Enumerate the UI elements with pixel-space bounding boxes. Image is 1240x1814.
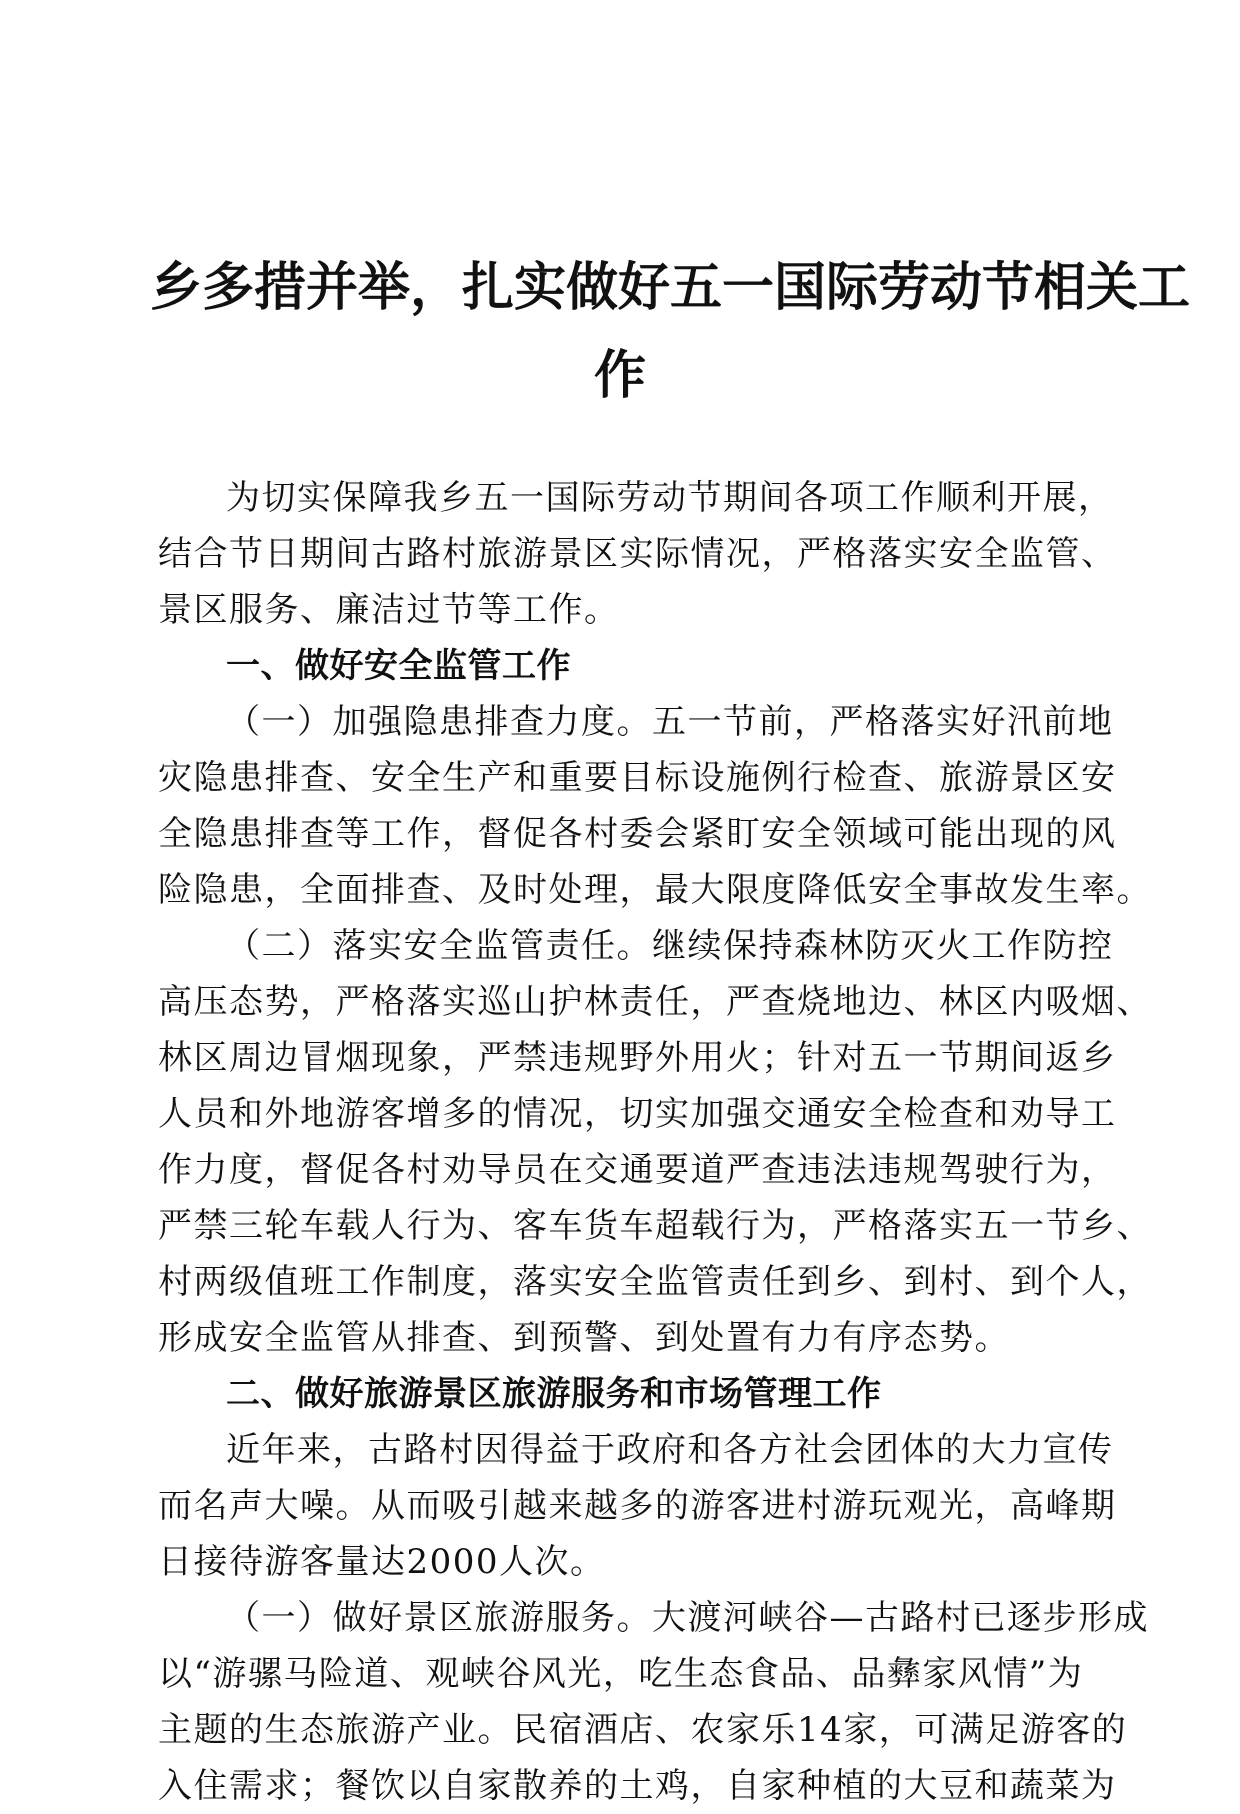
paragraph-line: 灾隐患排查、安全生产和重要目标设施例行检查、旅游景区安 bbox=[158, 758, 1117, 798]
paragraph-line: 全隐患排查等工作，督促各村委会紧盯安全领域可能出现的风 bbox=[158, 814, 1117, 854]
paragraph-line: 险隐患，全面排查、及时处理，最大限度降低安全事故发生率。 bbox=[158, 870, 1152, 910]
paragraph-line: （一）加强隐患排查力度。五一节前，严格落实好汛前地 bbox=[226, 702, 1114, 742]
paragraph-line: 形成安全监管从排查、到预警、到处置有力有序态势。 bbox=[158, 1318, 1010, 1358]
paragraph-line: 严禁三轮车载人行为、客车货车超载行为，严格落实五一节乡、 bbox=[158, 1206, 1152, 1246]
paragraph-line: 而名声大噪。从而吸引越来越多的游客进村游玩观光，高峰期 bbox=[158, 1486, 1117, 1526]
document-title-line-1: 乡多措并举，扎实做好五一国际劳动节相关工 bbox=[150, 257, 1191, 318]
paragraph-line: 人员和外地游客增多的情况，切实加强交通安全检查和劝导工 bbox=[158, 1094, 1117, 1134]
document-body bbox=[158, 470, 1152, 1814]
paragraph-line: （二）落实安全监管责任。继续保持森林防灭火工作防控 bbox=[226, 926, 1114, 966]
section-heading: 一、做好安全监管工作 bbox=[226, 646, 571, 686]
paragraph-line: 作力度，督促各村劝导员在交通要道严查违法违规驾驶行为， bbox=[158, 1150, 1117, 1190]
paragraph-line: 林区周边冒烟现象，严禁违规野外用火；针对五一节期间返乡 bbox=[158, 1038, 1117, 1078]
paragraph-line: 为切实保障我乡五一国际劳动节期间各项工作顺利开展， bbox=[226, 478, 1114, 518]
section-heading: 二、做好旅游景区旅游服务和市场管理工作 bbox=[226, 1374, 882, 1414]
paragraph-line: 近年来，古路村因得益于政府和各方社会团体的大力宣传 bbox=[226, 1430, 1114, 1470]
paragraph-line: 以“游骡马险道、观峡谷风光，吃生态食品、品彝家风情”为 bbox=[158, 1654, 1084, 1694]
paragraph-line: 日接待游客量达2000人次。 bbox=[158, 1542, 606, 1582]
paragraph-line: 结合节日期间古路村旅游景区实际情况，严格落实安全监管、 bbox=[158, 534, 1117, 574]
paragraph-line: 主题的生态旅游产业。民宿酒店、农家乐14家，可满足游客的 bbox=[158, 1710, 1128, 1750]
paragraph-line: 入住需求；餐饮以自家散养的土鸡，自家种植的大豆和蔬菜为 bbox=[158, 1766, 1117, 1806]
document-title-line-2: 作 bbox=[593, 345, 646, 406]
paragraph-line: （一）做好景区旅游服务。大渡河峡谷—古路村已逐步形成 bbox=[226, 1598, 1149, 1638]
paragraph-line: 村两级值班工作制度，落实安全监管责任到乡、到村、到个人， bbox=[158, 1262, 1152, 1302]
paragraph-line: 景区服务、廉洁过节等工作。 bbox=[158, 590, 620, 630]
paragraph-line: 高压态势，严格落实巡山护林责任，严查烧地边、林区内吸烟、 bbox=[158, 982, 1152, 1022]
